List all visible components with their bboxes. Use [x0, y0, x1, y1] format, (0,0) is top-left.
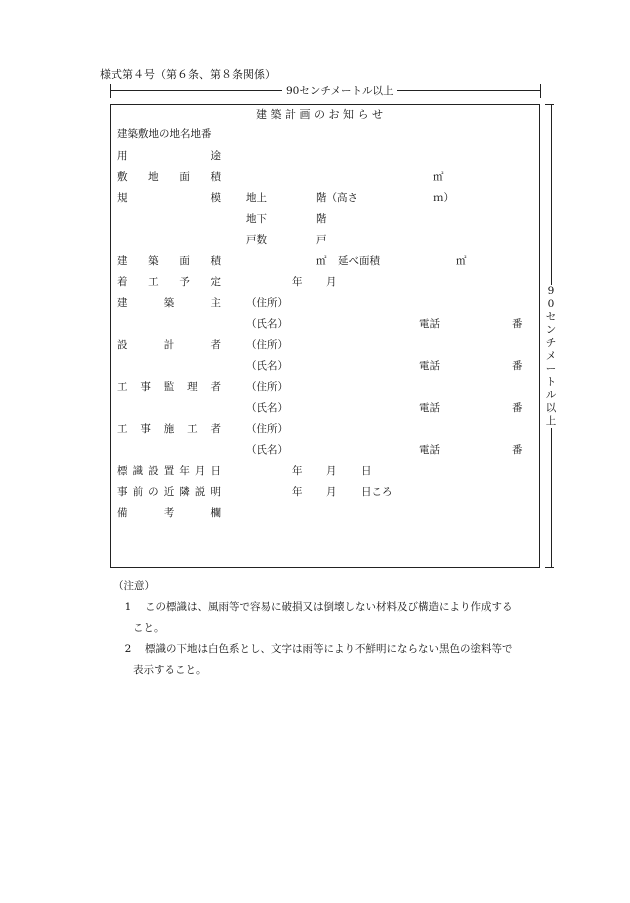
units-unit: 戸 [316, 234, 327, 246]
total-floor-area-label: 延べ面積 [338, 255, 380, 267]
site-area-unit: ㎡ [433, 171, 444, 183]
contractor-phone-ban: 番 [512, 444, 523, 456]
note-2: 2 標識の下地は白色系とし、文字は雨等により不鮮明にならない黒色の塗料等で 表示すること。 [124, 643, 513, 676]
explain-month: 月 [326, 486, 337, 498]
label-contractor: 工 事 施 工 者 [117, 423, 221, 435]
label-start: 着 工 予 定 [117, 276, 221, 288]
label-designer: 設 計 者 [117, 339, 221, 351]
sign-month: 月 [326, 465, 337, 477]
label-explain-date: 事 前 の 近 隣 説 明 [117, 486, 221, 498]
building-area-unit: ㎡ [316, 255, 327, 267]
supervisor-phone-ban: 番 [512, 402, 523, 414]
note-1: 1 この標識は、風雨等で容易に破損又は倒壊しない材料及び構造により作成する こと。 [124, 601, 513, 634]
width-dim-label: 90センチメートル以上 [282, 83, 397, 98]
designer-phone: 電話 [419, 360, 440, 372]
below-floor-unit: 階 [316, 213, 327, 225]
sign-year: 年 [292, 465, 303, 477]
label-sign-date: 標 識 設 置 年 月 日 [117, 465, 221, 477]
total-floor-area-unit: ㎡ [456, 255, 467, 267]
height-dim-bottom-tick [545, 567, 554, 568]
width-dim-left-tick [110, 84, 111, 98]
supervisor-address: （住所） [246, 381, 288, 393]
units-label: 戸数 [246, 234, 267, 246]
start-year: 年 [292, 276, 303, 288]
below-ground: 地下 [246, 213, 267, 225]
contractor-phone: 電話 [419, 444, 440, 456]
supervisor-phone: 電話 [419, 402, 440, 414]
contractor-address: （住所） [246, 423, 288, 435]
label-use: 用 途 [117, 150, 221, 162]
designer-phone-ban: 番 [512, 360, 523, 372]
label-site: 建築敷地の地名地番 [117, 128, 212, 140]
width-dim-right-tick [540, 84, 541, 98]
owner-phone-ban: 番 [512, 318, 523, 330]
form-number: 様式第４号（第６条、第８条関係） [100, 68, 276, 81]
explain-year: 年 [292, 486, 303, 498]
contractor-name: （氏名） [246, 444, 288, 456]
above-ground: 地上 [246, 192, 267, 204]
explain-day: 日ころ [361, 486, 393, 498]
label-owner: 建 築 主 [117, 297, 221, 309]
sign-day: 日 [361, 465, 372, 477]
start-month: 月 [326, 276, 337, 288]
notes-heading: （注意） [113, 580, 155, 592]
floors-height: 階（高さ [316, 192, 358, 204]
height-unit: ｍ） [433, 192, 454, 204]
label-building-area: 建 築 面 積 [117, 255, 221, 267]
height-dim-label: 9 0 セ ン チ メ ー ト ル 以 上 [541, 285, 561, 428]
designer-address: （住所） [246, 339, 288, 351]
owner-name: （氏名） [246, 318, 288, 330]
owner-phone: 電話 [419, 318, 440, 330]
supervisor-name: （氏名） [246, 402, 288, 414]
label-supervisor: 工 事 監 理 者 [117, 381, 221, 393]
designer-name: （氏名） [246, 360, 288, 372]
height-dim-top-tick [545, 104, 554, 105]
sign-title: 建 築 計 画 の お 知 ら せ [256, 108, 383, 121]
label-remarks: 備 考 欄 [117, 507, 221, 519]
label-scale: 規 模 [117, 192, 221, 204]
owner-address: （住所） [246, 297, 288, 309]
label-site-area: 敷 地 面 積 [117, 171, 221, 183]
